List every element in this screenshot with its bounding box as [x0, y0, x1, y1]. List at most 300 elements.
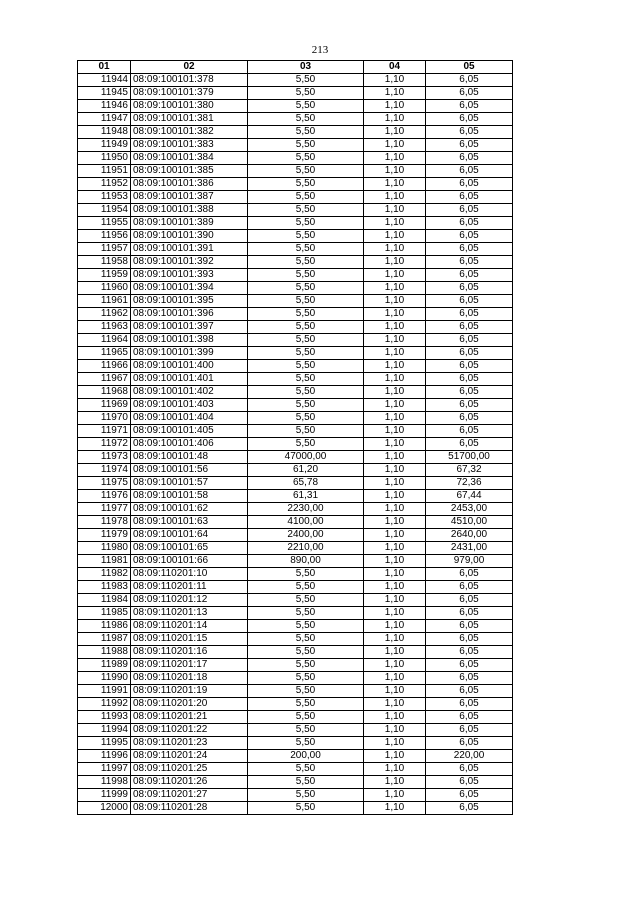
- cell-value-03: 5,50: [248, 425, 364, 438]
- cell-value-03: 5,50: [248, 724, 364, 737]
- cell-value-05: 6,05: [426, 776, 513, 789]
- cell-value-03: 5,50: [248, 594, 364, 607]
- table-row: [78, 711, 513, 724]
- table-row: [78, 750, 513, 763]
- cell-cadastral-number: 08:09:110201:15: [131, 633, 248, 646]
- cell-value-03: 65,78: [248, 477, 364, 490]
- page-number: 213: [311, 44, 329, 56]
- cell-value-04: 1,10: [364, 438, 426, 451]
- cell-value-05: 6,05: [426, 334, 513, 347]
- table-row: [78, 399, 513, 412]
- table-row: [78, 659, 513, 672]
- cell-value-05: 67,32: [426, 464, 513, 477]
- table-row: [78, 191, 513, 204]
- table-row: [78, 334, 513, 347]
- cell-cadastral-number: 08:09:100101:392: [131, 256, 248, 269]
- cell-id: 11983: [78, 581, 131, 594]
- cell-cadastral-number: 08:09:110201:13: [131, 607, 248, 620]
- cell-value-05: 6,05: [426, 295, 513, 308]
- cell-value-03: 2210,00: [248, 542, 364, 555]
- cell-value-05: 6,05: [426, 282, 513, 295]
- cell-value-04: 1,10: [364, 204, 426, 217]
- table-row: [78, 282, 513, 295]
- table-row: [78, 568, 513, 581]
- table-row: [78, 529, 513, 542]
- cell-value-04: 1,10: [364, 633, 426, 646]
- table-row: [78, 204, 513, 217]
- cell-value-03: 5,50: [248, 191, 364, 204]
- cell-id: 11988: [78, 646, 131, 659]
- cell-cadastral-number: 08:09:100101:396: [131, 308, 248, 321]
- cell-id: 11945: [78, 87, 131, 100]
- cell-id: 11947: [78, 113, 131, 126]
- cell-value-04: 1,10: [364, 555, 426, 568]
- cell-value-05: 6,05: [426, 581, 513, 594]
- table-row: [78, 87, 513, 100]
- cell-value-03: 5,50: [248, 230, 364, 243]
- cell-value-03: 5,50: [248, 633, 364, 646]
- cell-value-03: 5,50: [248, 399, 364, 412]
- cell-value-03: 5,50: [248, 321, 364, 334]
- cell-id: 11954: [78, 204, 131, 217]
- cell-value-05: 6,05: [426, 126, 513, 139]
- cell-value-04: 1,10: [364, 646, 426, 659]
- cell-cadastral-number: 08:09:100101:397: [131, 321, 248, 334]
- cell-value-05: 2453,00: [426, 503, 513, 516]
- cell-value-04: 1,10: [364, 74, 426, 87]
- cell-value-03: 5,50: [248, 87, 364, 100]
- table-row: [78, 685, 513, 698]
- cell-value-03: 5,50: [248, 126, 364, 139]
- cell-value-03: 5,50: [248, 386, 364, 399]
- cell-value-04: 1,10: [364, 347, 426, 360]
- table-row: [78, 698, 513, 711]
- table-row: [78, 464, 513, 477]
- cell-id: 11977: [78, 503, 131, 516]
- cell-value-03: 5,50: [248, 256, 364, 269]
- cell-id: 11951: [78, 165, 131, 178]
- cell-id: 11961: [78, 295, 131, 308]
- cell-value-03: 5,50: [248, 620, 364, 633]
- cell-value-05: 6,05: [426, 139, 513, 152]
- cell-value-05: 6,05: [426, 191, 513, 204]
- cell-id: 11957: [78, 243, 131, 256]
- table-row: [78, 763, 513, 776]
- cell-value-03: 5,50: [248, 581, 364, 594]
- cell-value-04: 1,10: [364, 126, 426, 139]
- cell-cadastral-number: 08:09:110201:16: [131, 646, 248, 659]
- cell-value-05: 6,05: [426, 74, 513, 87]
- cell-value-04: 1,10: [364, 503, 426, 516]
- cell-cadastral-number: 08:09:110201:22: [131, 724, 248, 737]
- cell-value-05: 6,05: [426, 607, 513, 620]
- cell-value-03: 5,50: [248, 139, 364, 152]
- cell-cadastral-number: 08:09:100101:399: [131, 347, 248, 360]
- table-row: [78, 347, 513, 360]
- cell-id: 11959: [78, 269, 131, 282]
- cell-value-04: 1,10: [364, 178, 426, 191]
- cell-id: 11956: [78, 230, 131, 243]
- cell-id: 11958: [78, 256, 131, 269]
- cell-value-04: 1,10: [364, 698, 426, 711]
- column-header-05: 05: [426, 61, 513, 74]
- cell-id: 11950: [78, 152, 131, 165]
- cell-value-05: 6,05: [426, 438, 513, 451]
- cell-id: 11971: [78, 425, 131, 438]
- cell-value-03: 5,50: [248, 685, 364, 698]
- table-row: [78, 633, 513, 646]
- cell-value-05: 6,05: [426, 568, 513, 581]
- cell-value-05: 6,05: [426, 256, 513, 269]
- table-row: [78, 74, 513, 87]
- table-row: [78, 503, 513, 516]
- cell-cadastral-number: 08:09:100101:57: [131, 477, 248, 490]
- cell-value-03: 47000,00: [248, 451, 364, 464]
- cell-value-05: 51700,00: [426, 451, 513, 464]
- cell-value-03: 5,50: [248, 659, 364, 672]
- cell-cadastral-number: 08:09:100101:379: [131, 87, 248, 100]
- cell-value-03: 5,50: [248, 217, 364, 230]
- cell-value-05: 6,05: [426, 425, 513, 438]
- column-header-03: 03: [248, 61, 364, 74]
- table-row: [78, 126, 513, 139]
- cell-id: 11995: [78, 737, 131, 750]
- cell-value-05: 6,05: [426, 412, 513, 425]
- cell-value-03: 5,50: [248, 360, 364, 373]
- cell-value-03: 5,50: [248, 737, 364, 750]
- cell-cadastral-number: 08:09:100101:405: [131, 425, 248, 438]
- cell-cadastral-number: 08:09:100101:63: [131, 516, 248, 529]
- cell-value-05: 6,05: [426, 789, 513, 802]
- cell-cadastral-number: 08:09:110201:10: [131, 568, 248, 581]
- cell-value-04: 1,10: [364, 464, 426, 477]
- cell-value-03: 5,50: [248, 802, 364, 815]
- table-row: [78, 802, 513, 815]
- cell-value-04: 1,10: [364, 334, 426, 347]
- table-row: [78, 555, 513, 568]
- cell-cadastral-number: 08:09:100101:402: [131, 386, 248, 399]
- cell-value-03: 5,50: [248, 74, 364, 87]
- cell-id: 11948: [78, 126, 131, 139]
- cell-value-03: 5,50: [248, 698, 364, 711]
- cell-value-04: 1,10: [364, 269, 426, 282]
- cell-id: 11985: [78, 607, 131, 620]
- cell-value-04: 1,10: [364, 217, 426, 230]
- cell-value-04: 1,10: [364, 594, 426, 607]
- cell-id: 11964: [78, 334, 131, 347]
- cell-value-03: 5,50: [248, 789, 364, 802]
- cell-value-04: 1,10: [364, 451, 426, 464]
- cell-cadastral-number: 08:09:100101:403: [131, 399, 248, 412]
- cell-value-05: 6,05: [426, 646, 513, 659]
- cell-id: 11989: [78, 659, 131, 672]
- cell-value-03: 2400,00: [248, 529, 364, 542]
- cell-value-05: 67,44: [426, 490, 513, 503]
- cell-value-05: 6,05: [426, 152, 513, 165]
- cell-cadastral-number: 08:09:110201:21: [131, 711, 248, 724]
- cell-id: 11967: [78, 373, 131, 386]
- cell-id: 11981: [78, 555, 131, 568]
- cell-value-05: 6,05: [426, 243, 513, 256]
- cell-value-04: 1,10: [364, 113, 426, 126]
- cell-value-03: 5,50: [248, 568, 364, 581]
- cell-value-03: 890,00: [248, 555, 364, 568]
- cell-value-03: 5,50: [248, 646, 364, 659]
- cell-value-04: 1,10: [364, 789, 426, 802]
- cell-value-04: 1,10: [364, 685, 426, 698]
- table-row: [78, 100, 513, 113]
- cell-value-03: 2230,00: [248, 503, 364, 516]
- cell-id: 11946: [78, 100, 131, 113]
- cell-cadastral-number: 08:09:100101:400: [131, 360, 248, 373]
- data-table: [77, 60, 513, 815]
- table-row: [78, 256, 513, 269]
- cell-cadastral-number: 08:09:110201:27: [131, 789, 248, 802]
- cell-cadastral-number: 08:09:110201:18: [131, 672, 248, 685]
- table-row: [78, 139, 513, 152]
- table-row: [78, 607, 513, 620]
- cell-id: 11996: [78, 750, 131, 763]
- cell-id: 11984: [78, 594, 131, 607]
- cell-value-04: 1,10: [364, 425, 426, 438]
- cell-cadastral-number: 08:09:100101:389: [131, 217, 248, 230]
- table-row: [78, 412, 513, 425]
- table-row: [78, 425, 513, 438]
- cell-value-03: 5,50: [248, 373, 364, 386]
- cell-id: 11992: [78, 698, 131, 711]
- cell-value-05: 6,05: [426, 737, 513, 750]
- cell-value-05: 6,05: [426, 399, 513, 412]
- cell-id: 11997: [78, 763, 131, 776]
- cell-value-03: 5,50: [248, 269, 364, 282]
- table-row: [78, 308, 513, 321]
- cell-value-05: 6,05: [426, 802, 513, 815]
- cell-value-04: 1,10: [364, 477, 426, 490]
- cell-id: 11982: [78, 568, 131, 581]
- cell-value-04: 1,10: [364, 308, 426, 321]
- cell-value-05: 6,05: [426, 373, 513, 386]
- cell-id: 11993: [78, 711, 131, 724]
- cell-cadastral-number: 08:09:100101:401: [131, 373, 248, 386]
- cell-cadastral-number: 08:09:100101:404: [131, 412, 248, 425]
- cell-value-05: 6,05: [426, 633, 513, 646]
- cell-cadastral-number: 08:09:100101:56: [131, 464, 248, 477]
- cell-value-04: 1,10: [364, 581, 426, 594]
- cell-cadastral-number: 08:09:100101:48: [131, 451, 248, 464]
- cell-value-04: 1,10: [364, 321, 426, 334]
- table-row: [78, 373, 513, 386]
- cell-value-05: 6,05: [426, 100, 513, 113]
- cell-value-04: 1,10: [364, 763, 426, 776]
- table-row: [78, 230, 513, 243]
- cell-cadastral-number: 08:09:100101:383: [131, 139, 248, 152]
- table-row: [78, 269, 513, 282]
- table-row: [78, 295, 513, 308]
- cell-id: 11944: [78, 74, 131, 87]
- cell-value-03: 5,50: [248, 243, 364, 256]
- cell-value-05: 6,05: [426, 698, 513, 711]
- cell-value-05: 6,05: [426, 308, 513, 321]
- cell-cadastral-number: 08:09:100101:387: [131, 191, 248, 204]
- cell-value-05: 6,05: [426, 763, 513, 776]
- cell-id: 11952: [78, 178, 131, 191]
- cell-value-04: 1,10: [364, 412, 426, 425]
- cell-cadastral-number: 08:09:110201:12: [131, 594, 248, 607]
- table-row: [78, 217, 513, 230]
- cell-value-04: 1,10: [364, 737, 426, 750]
- cell-id: 12000: [78, 802, 131, 815]
- cell-value-05: 979,00: [426, 555, 513, 568]
- cell-id: 11998: [78, 776, 131, 789]
- table-row: [78, 477, 513, 490]
- cell-value-03: 5,50: [248, 347, 364, 360]
- cell-id: 11980: [78, 542, 131, 555]
- cell-id: 11965: [78, 347, 131, 360]
- cell-value-03: 5,50: [248, 763, 364, 776]
- cell-value-04: 1,10: [364, 230, 426, 243]
- cell-cadastral-number: 08:09:100101:398: [131, 334, 248, 347]
- cell-id: 11978: [78, 516, 131, 529]
- table-row: [78, 646, 513, 659]
- table-row: [78, 789, 513, 802]
- cell-id: 11962: [78, 308, 131, 321]
- cell-id: 11973: [78, 451, 131, 464]
- cell-value-03: 5,50: [248, 282, 364, 295]
- column-header-01: 01: [78, 61, 131, 74]
- cell-value-04: 1,10: [364, 542, 426, 555]
- table-row: [78, 152, 513, 165]
- cell-cadastral-number: 08:09:100101:65: [131, 542, 248, 555]
- cell-id: 11963: [78, 321, 131, 334]
- table-row: [78, 451, 513, 464]
- cell-value-03: 5,50: [248, 412, 364, 425]
- cell-value-05: 6,05: [426, 204, 513, 217]
- cell-value-05: 6,05: [426, 659, 513, 672]
- table-row: [78, 724, 513, 737]
- table-row: [78, 737, 513, 750]
- table-header-row: [78, 61, 513, 74]
- cell-id: 11969: [78, 399, 131, 412]
- cell-cadastral-number: 08:09:110201:26: [131, 776, 248, 789]
- cell-cadastral-number: 08:09:100101:388: [131, 204, 248, 217]
- cell-cadastral-number: 08:09:110201:11: [131, 581, 248, 594]
- cell-value-03: 5,50: [248, 204, 364, 217]
- cell-id: 11974: [78, 464, 131, 477]
- cell-value-04: 1,10: [364, 386, 426, 399]
- cell-cadastral-number: 08:09:110201:17: [131, 659, 248, 672]
- cell-value-03: 5,50: [248, 334, 364, 347]
- cell-id: 11976: [78, 490, 131, 503]
- cell-value-04: 1,10: [364, 373, 426, 386]
- table-row: [78, 672, 513, 685]
- cell-value-05: 6,05: [426, 360, 513, 373]
- cell-value-05: 6,05: [426, 269, 513, 282]
- cell-cadastral-number: 08:09:100101:64: [131, 529, 248, 542]
- cell-value-03: 5,50: [248, 178, 364, 191]
- cell-value-04: 1,10: [364, 568, 426, 581]
- cell-value-04: 1,10: [364, 282, 426, 295]
- cell-value-03: 61,31: [248, 490, 364, 503]
- cell-value-05: 6,05: [426, 620, 513, 633]
- column-header-02: 02: [131, 61, 248, 74]
- table-row: [78, 490, 513, 503]
- cell-id: 11991: [78, 685, 131, 698]
- cell-value-03: 4100,00: [248, 516, 364, 529]
- cell-value-03: 5,50: [248, 165, 364, 178]
- cell-value-05: 72,36: [426, 477, 513, 490]
- cell-cadastral-number: 08:09:100101:384: [131, 152, 248, 165]
- cell-cadastral-number: 08:09:100101:378: [131, 74, 248, 87]
- table-row: [78, 438, 513, 451]
- cell-value-04: 1,10: [364, 100, 426, 113]
- cell-value-03: 5,50: [248, 672, 364, 685]
- cell-value-05: 6,05: [426, 386, 513, 399]
- cell-value-05: 6,05: [426, 321, 513, 334]
- cell-value-03: 5,50: [248, 776, 364, 789]
- cell-value-04: 1,10: [364, 711, 426, 724]
- cell-cadastral-number: 08:09:110201:19: [131, 685, 248, 698]
- cell-value-05: 6,05: [426, 178, 513, 191]
- table-row: [78, 243, 513, 256]
- table-row: [78, 776, 513, 789]
- cell-id: 11986: [78, 620, 131, 633]
- cell-id: 11949: [78, 139, 131, 152]
- table-row: [78, 620, 513, 633]
- cell-value-05: 6,05: [426, 685, 513, 698]
- table-row: [78, 542, 513, 555]
- cell-cadastral-number: 08:09:100101:381: [131, 113, 248, 126]
- cell-value-04: 1,10: [364, 87, 426, 100]
- cell-value-03: 61,20: [248, 464, 364, 477]
- cell-value-03: 5,50: [248, 100, 364, 113]
- cell-value-04: 1,10: [364, 243, 426, 256]
- cell-cadastral-number: 08:09:110201:28: [131, 802, 248, 815]
- table-row: [78, 594, 513, 607]
- cell-value-04: 1,10: [364, 191, 426, 204]
- cell-value-05: 6,05: [426, 594, 513, 607]
- cell-value-05: 6,05: [426, 724, 513, 737]
- cell-value-04: 1,10: [364, 750, 426, 763]
- cell-id: 11955: [78, 217, 131, 230]
- cell-value-04: 1,10: [364, 672, 426, 685]
- cell-cadastral-number: 08:09:100101:393: [131, 269, 248, 282]
- cell-id: 11960: [78, 282, 131, 295]
- cell-id: 11966: [78, 360, 131, 373]
- cell-cadastral-number: 08:09:100101:62: [131, 503, 248, 516]
- cell-cadastral-number: 08:09:110201:25: [131, 763, 248, 776]
- cell-value-05: 6,05: [426, 217, 513, 230]
- cell-value-04: 1,10: [364, 256, 426, 269]
- cell-value-04: 1,10: [364, 659, 426, 672]
- cell-value-04: 1,10: [364, 360, 426, 373]
- cell-id: 11979: [78, 529, 131, 542]
- cell-id: 11987: [78, 633, 131, 646]
- table-row: [78, 581, 513, 594]
- cell-value-03: 5,50: [248, 607, 364, 620]
- cell-value-04: 1,10: [364, 152, 426, 165]
- cell-value-04: 1,10: [364, 399, 426, 412]
- table-row: [78, 360, 513, 373]
- table-body: [78, 74, 513, 815]
- cell-cadastral-number: 08:09:100101:380: [131, 100, 248, 113]
- cell-value-05: 4510,00: [426, 516, 513, 529]
- table-row: [78, 113, 513, 126]
- cell-cadastral-number: 08:09:100101:58: [131, 490, 248, 503]
- cell-cadastral-number: 08:09:110201:20: [131, 698, 248, 711]
- cell-id: 11953: [78, 191, 131, 204]
- cell-value-05: 6,05: [426, 672, 513, 685]
- cell-value-04: 1,10: [364, 165, 426, 178]
